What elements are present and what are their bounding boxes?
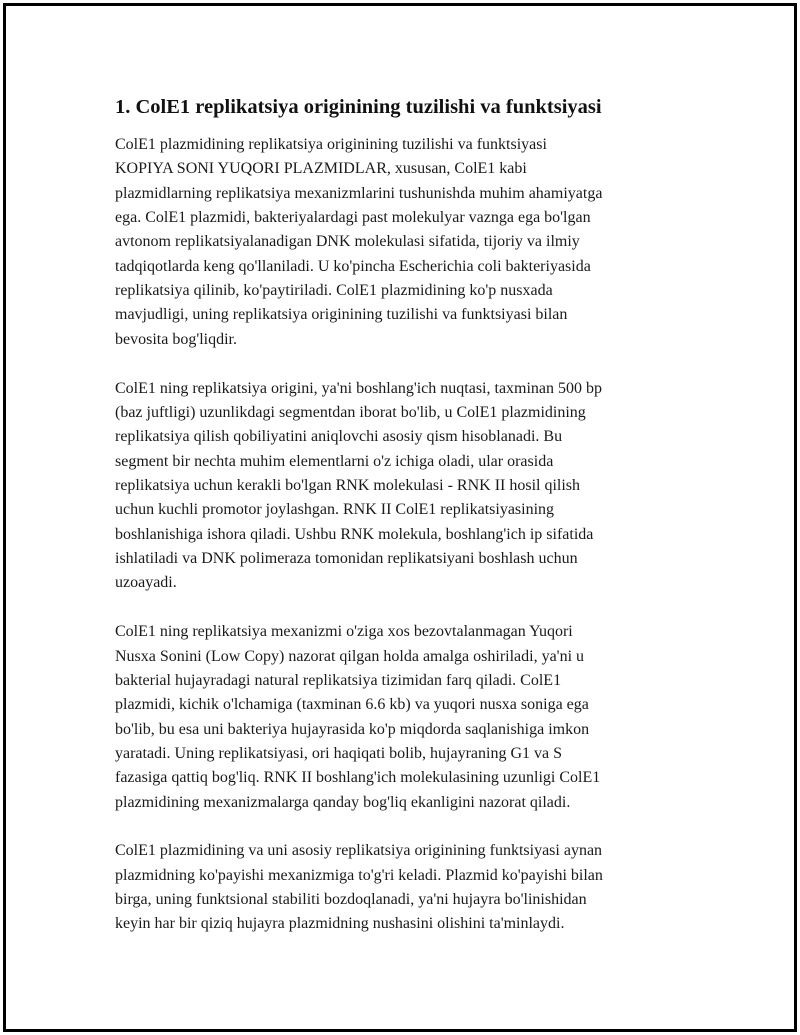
paragraph-line: ColE1 ning replikatsiya origini, ya'ni boshlang'ich nuqtasi, taxminan 500 bp bbox=[115, 379, 603, 397]
paragraph-line: bevosita bog'liqdir. bbox=[115, 330, 237, 348]
paragraph-line: plazmidi, kichik o'lchamiga (taxminan 6.6 kb) va yuqori nusxa soniga ega bbox=[115, 696, 589, 714]
paragraph-line: ega. ColE1 plazmidi, bakteriyalardagi past molekulyar vaznga ega bo'lgan bbox=[115, 209, 591, 227]
paragraph-line: ColE1 ning replikatsiya mexanizmi o'ziga xos bezovtalanmagan Yuqori bbox=[115, 623, 573, 641]
section-heading: 1. ColE1 replikatsiya originining tuzilishi va funktsiyasi bbox=[115, 96, 602, 118]
paragraph-line: bo'lib, bu esa uni bakteriya hujayrasida ko'p miqdorda saqlanishiga imkon bbox=[115, 720, 590, 738]
paragraph-line: plazmidlarning replikatsiya mexanizmlarini tushunishda muhim ahamiyatga bbox=[115, 184, 603, 202]
paragraph-line: ColE1 plazmidining va uni asosiy replikatsiya originining funktsiyasi aynan bbox=[115, 842, 603, 860]
paragraph-line: keyin har bir qiziq hujayra plazmidning nushasini olishini ta'minlaydi. bbox=[115, 915, 565, 933]
paragraph bbox=[115, 839, 695, 936]
paragraph-line: replikatsiya qilinib, ko'paytiriladi. ColE1 plazmidining ko'p nusxada bbox=[115, 282, 553, 300]
paragraph-line: replikatsiya qilish qobiliyatini aniqlovchi asosiy qism hisoblanadi. Bu bbox=[115, 428, 563, 446]
paragraph-line: plazmidning ko'payishi mexanizmiga to'g'ri keladi. Plazmid ko'payishi bilan bbox=[115, 866, 603, 884]
paragraph-line: yaratadi. Uning replikatsiyasi, ori haqiqati bolib, hujayraning G1 va S bbox=[115, 744, 563, 762]
paragraph-line: avtonom replikatsiyalanadigan DNK molekulasi sifatida, tijoriy va ilmiy bbox=[115, 233, 580, 251]
paragraph-list bbox=[115, 133, 695, 937]
paragraph-line: tadqiqotlarda keng qo'llaniladi. U ko'pincha Escherichia coli bakteriyasida bbox=[115, 257, 591, 275]
document-body bbox=[115, 93, 695, 961]
paragraph-line: ishlatiladi va DNK polimeraza tomonidan replikatsiyani boshlash uchun bbox=[115, 550, 578, 567]
paragraph bbox=[115, 133, 695, 352]
paragraph-line: KOPIYA SONI YUQORI PLAZMIDLAR, xususan, ColE1 kabi bbox=[115, 160, 527, 178]
paragraph-line: bakterial hujayradagi natural replikatsiya tizimidan farq qiladi. ColE1 bbox=[115, 671, 562, 689]
paragraph-line: uchun kuchli promotor joylashgan. RNK II ColE1 replikatsiyasining bbox=[115, 501, 555, 519]
paragraph-line: plazmidining mexanizmalarga qanday bog'liq ekanligini nazorat qiladi. bbox=[115, 793, 571, 811]
paragraph-line: ColE1 plazmidining replikatsiya originining tuzilishi va funktsiyasi bbox=[115, 136, 547, 153]
paragraph-line: birga, uning funktsional stabiliti bozdoqlanadi, ya'ni hujayra bo'linishidan bbox=[115, 891, 587, 909]
paragraph bbox=[115, 620, 695, 815]
paragraph-line: uzoayadi. bbox=[115, 574, 177, 592]
paragraph-line: segment bir nechta muhim elementlarni o'z ichiga oladi, ular orasida bbox=[115, 452, 554, 470]
paragraph-line: Nusxa Sonini (Low Copy) nazorat qilgan holda amalga oshiriladi, ya'ni u bbox=[115, 647, 585, 665]
paragraph-line: replikatsiya uchun kerakli bo'lgan RNK molekulasi - RNK II hosil qilish bbox=[115, 476, 581, 494]
paragraph-line: (baz juftligi) uzunlikdagi segmentdan iborat bo'lib, u ColE1 plazmidining bbox=[115, 403, 586, 421]
paragraph bbox=[115, 377, 695, 596]
paragraph-line: mavjudligi, uning replikatsiya originining tuzilishi va funktsiyasi bilan bbox=[115, 306, 568, 324]
paragraph-line: fazasiga qattiq bog'liq. RNK II boshlang'ich molekulasining uzunligi ColE1 bbox=[115, 769, 601, 787]
paragraph-line: boshlanishiga ishora qiladi. Ushbu RNK molekula, boshlang'ich ip sifatida bbox=[115, 525, 594, 543]
